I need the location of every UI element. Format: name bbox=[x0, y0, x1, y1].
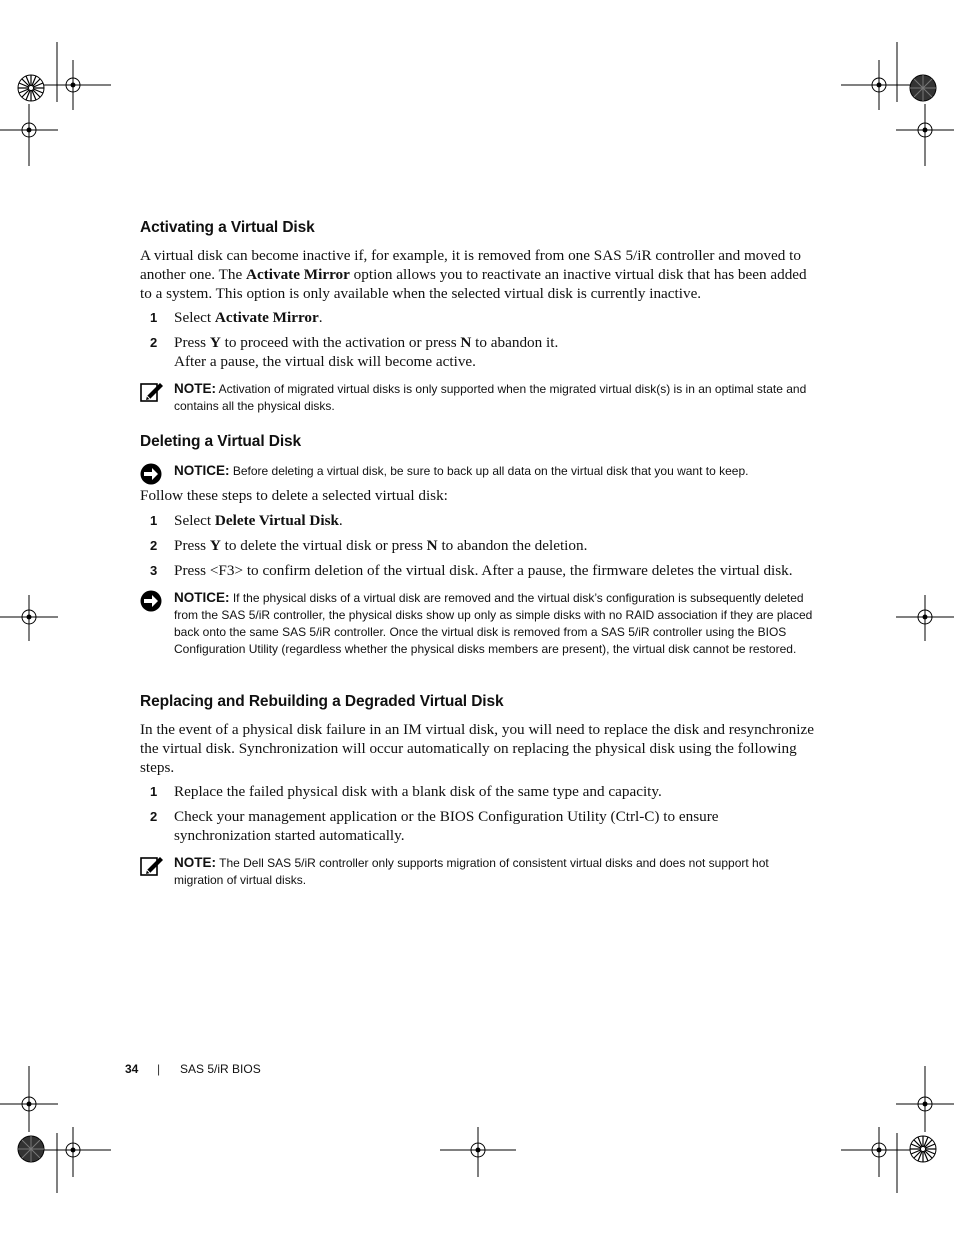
notice-arrow-icon bbox=[140, 463, 164, 485]
star-target-icon bbox=[909, 1135, 937, 1163]
section-heading-activating: Activating a Virtual Disk bbox=[140, 219, 315, 236]
registration-crosshair-icon bbox=[0, 104, 58, 166]
registration-crosshair-icon bbox=[841, 1127, 917, 1177]
section-paragraph: A virtual disk can become inactive if, for example, it is removed from one SAS 5/iR controller and moved to another one. The Activate Mirror option allows you to reactivate an inactive virtual disk that has been added to a system. This option is only available when the selected virtual disk is currently inactive. bbox=[140, 247, 807, 302]
page-number: 34 bbox=[125, 1062, 139, 1076]
registration-crosshair-icon bbox=[35, 1127, 111, 1177]
step-number: 2 bbox=[150, 809, 158, 824]
star-target-icon bbox=[17, 74, 45, 102]
registration-crosshair-icon bbox=[896, 1066, 954, 1132]
footer-separator: | bbox=[157, 1062, 161, 1076]
registration-crosshair-icon bbox=[440, 1127, 516, 1177]
star-target-icon bbox=[17, 1135, 45, 1163]
section-paragraph: In the event of a physical disk failure in an IM virtual disk, you will need to replace the disk and resynchronize the virtual disk. Synchronization will occur automatically on replacing the physical disk using the following steps. bbox=[140, 721, 814, 776]
section-paragraph: Follow these steps to delete a selected virtual disk: bbox=[140, 487, 448, 504]
step-number: 3 bbox=[150, 563, 158, 578]
registration-crosshair-icon bbox=[896, 595, 954, 641]
step-number: 1 bbox=[150, 784, 158, 799]
section-heading-replacing: Replacing and Rebuilding a Degraded Virtual Disk bbox=[140, 693, 504, 710]
star-target-icon bbox=[909, 74, 937, 102]
notice-arrow-icon bbox=[140, 590, 164, 612]
section-heading-deleting: Deleting a Virtual Disk bbox=[140, 433, 302, 450]
registration-crosshair-icon bbox=[841, 60, 917, 110]
footer-title: SAS 5/iR BIOS bbox=[180, 1062, 261, 1076]
step-number: 1 bbox=[150, 310, 158, 325]
registration-crosshair-icon bbox=[0, 1066, 58, 1132]
step-number: 2 bbox=[150, 538, 158, 553]
registration-crosshair-icon bbox=[35, 60, 111, 110]
step-number: 2 bbox=[150, 335, 158, 350]
step-number: 1 bbox=[150, 513, 158, 528]
document-page: Activating a Virtual Disk A virtual disk can become inactive if, for example, it is removed from one SAS 5/iR controller and moved to another one. The Activate Mirror option allows you to reactivate an inactive virtual disk that has been added to a system. This option is only available when the selected virtual disk is currently inactive. 1 Select Activate Mirror. 2 Press Y to proceed with the activation or press N to abandon it. After a pause, the virtual disk will become active. NOTE: Activation of migrated virtual disks is only supported when the migrated virtual disk(s) is in an optimal state and contains all the physical disks. Deleting a Virtual Disk NOTICE: Before deleting a virtual disk, be sure to back up all data on the virtual disk that you want to keep. Follow these steps to delete a selected virtual disk: 1 Select Delete Virtual Disk. 2 Press Y to delete the virtual disk or press N to abandon the deletion. 3 Press <F3> to confirm deletion of the virtual disk. After a pause, the firmware deletes the virtual disk. NOTICE: If the physical disks of a virtual disk are removed and the virtual disk’s configuration is subsequently deleted from the SAS 5/iR controller, the physical disks show up only as simple disks with no RAID association if they are placed back onto the same SAS 5/iR controller. Once the virtual disk is removed from a SAS 5/iR controller using the BIOS Configuration Utility (regardless whether the physical disks members are present), the virtual disk cannot be restored. Replacing and Rebuilding a Degraded Virtual Disk In the event of a physical disk failure in an IM virtual disk, you will need to replace the disk and resynchronize the virtual disk. Synchronization will occur automatically on replacing the physical disk using the following steps. 1 Replace the failed physical disk with a blank disk of the same type and capacity. 2 Check your management application or the BIOS Configuration Utility (Ctrl-C) to ensure synchronization started automatically. NOTE: The Dell SAS 5/iR controller only supports migration of consistent virtual disks and does not support hot migration of virtual disks. 34 | SAS 5/iR BIOS bbox=[0, 0, 954, 1235]
registration-crosshair-icon bbox=[0, 595, 58, 641]
note-pencil-icon bbox=[140, 855, 164, 877]
note-pencil-icon bbox=[140, 381, 164, 403]
registration-crosshair-icon bbox=[896, 104, 954, 166]
